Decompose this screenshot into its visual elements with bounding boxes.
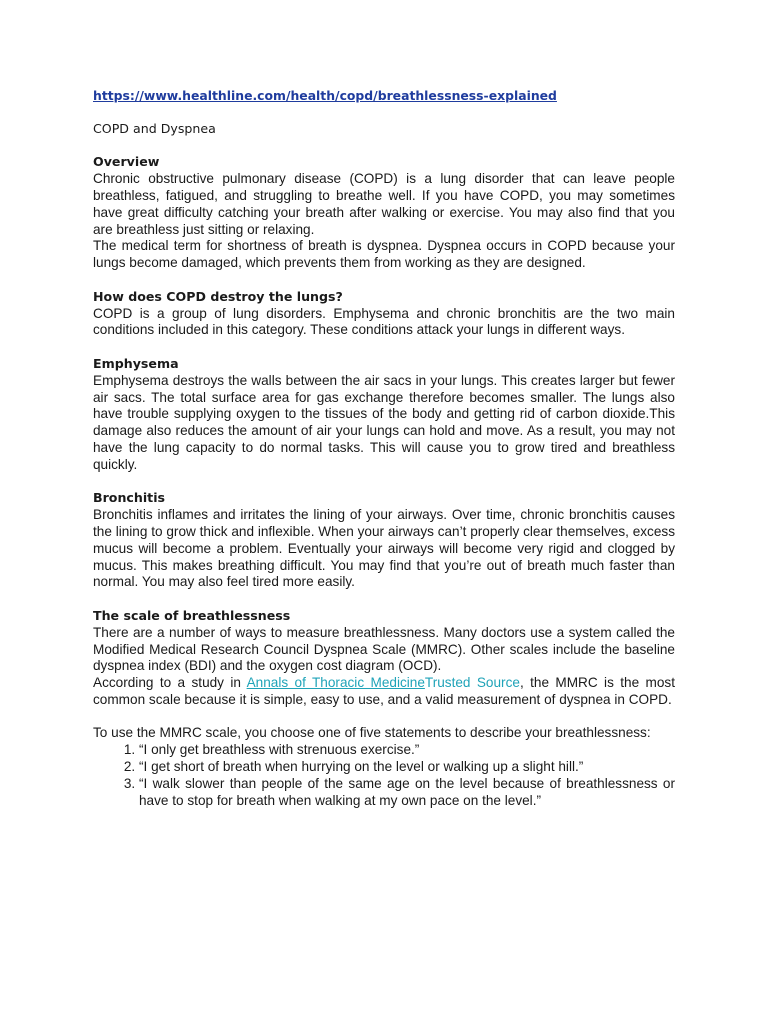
- mmrc-statement-item: 1. “I only get breathless with strenuous exercise.”: [139, 742, 675, 759]
- mmrc-statement-item: 2. “I get short of breath when hurrying on the level or walking up a slight hill.”: [139, 759, 675, 776]
- bronchitis-paragraph: Bronchitis inflames and irritates the lining of your airways. Over time, chronic bronchitis causes the lining to grow thick and inflexible. When your airways can’t properly clear themselves, excess mucus will become a problem. Eventually your airways will become very rigid and clogged by mucus. This makes breathing difficult. You may find that you’re out of breath much faster than normal. You may also feel tired more easily.: [93, 507, 675, 590]
- mmrc-intro: To use the MMRC scale, you choose one of five statements to describe your breathlessness:: [93, 725, 651, 741]
- overview-paragraph-1: Chronic obstructive pulmonary disease (COPD) is a lung disorder that can leave people breathless, fatigued, and struggling to breathe well. If you have COPD, you may sometimes have great difficulty catching your breath after walking or exercise. You may also find that you are breathless just sitting or relaxing.: [93, 171, 675, 237]
- overview-heading: Overview: [93, 154, 160, 170]
- mmrc-section: [93, 725, 675, 809]
- scale-paragraph-2-tail: , the MMRC is the most common scale because it is simple, easy to use, and a valid measurement of dyspnea in COPD.: [93, 675, 675, 707]
- bronchitis-section: [93, 490, 675, 591]
- scale-paragraph-1: There are a number of ways to measure breathlessness. Many doctors use a system called the Modified Medical Research Council Dyspnea Scale (MMRC). Other scales include the baseline dyspnea index (BDI) and the oxygen cost diagram (OCD).: [93, 624, 675, 674]
- mmrc-statement-list: [93, 742, 675, 809]
- scale-paragraph-2: [93, 675, 675, 709]
- source-url-link[interactable]: https://www.healthline.com/health/copd/breathlessness-explained: [93, 88, 557, 103]
- document-title: COPD and Dyspnea: [93, 120, 216, 136]
- destroy-lungs-paragraph: COPD is a group of lung disorders. Emphysema and chronic bronchitis are the two main conditions included in this category. These conditions attack your lungs in different ways.: [93, 305, 675, 338]
- bronchitis-heading: Bronchitis: [93, 490, 166, 506]
- emphysema-paragraph: Emphysema destroys the walls between the air sacs in your lungs. This creates larger but fewer air sacs. The total surface area for gas exchange therefore becomes smaller. The lungs also have trouble supplying oxygen to the tissues of the body and getting rid of carbon dioxide.This damage also reduces the amount of air your lungs can hold and move. As a result, you may not have the lung capacity to do normal tasks. This will cause you to grow tired and breathless quickly.: [93, 372, 675, 472]
- emphysema-heading: Emphysema: [93, 355, 179, 371]
- scale-paragraph-2-lead: According to a study in: [93, 675, 247, 691]
- overview-paragraph-2: The medical term for shortness of breath is dyspnea. Dyspnea occurs in COPD because your lungs become damaged, which prevents them from working as they are designed.: [93, 238, 675, 271]
- source-url-line: [93, 88, 675, 105]
- scale-heading: The scale of breathlessness: [93, 607, 291, 623]
- destroy-lungs-heading: How does COPD destroy the lungs?: [93, 288, 343, 304]
- overview-section: [93, 154, 675, 272]
- document-page: [93, 88, 675, 826]
- annals-thoracic-medicine-link[interactable]: Annals of Thoracic Medicine: [246, 675, 425, 691]
- destroy-lungs-section: [93, 289, 675, 339]
- scale-section: [93, 608, 675, 709]
- trusted-source-link[interactable]: Trusted Source: [424, 675, 520, 691]
- emphysema-section: [93, 356, 675, 474]
- mmrc-statement-item: 3. “I walk slower than people of the same age on the level because of breathlessness or have to stop for breath when walking at my own pace on the level.”: [139, 776, 675, 810]
